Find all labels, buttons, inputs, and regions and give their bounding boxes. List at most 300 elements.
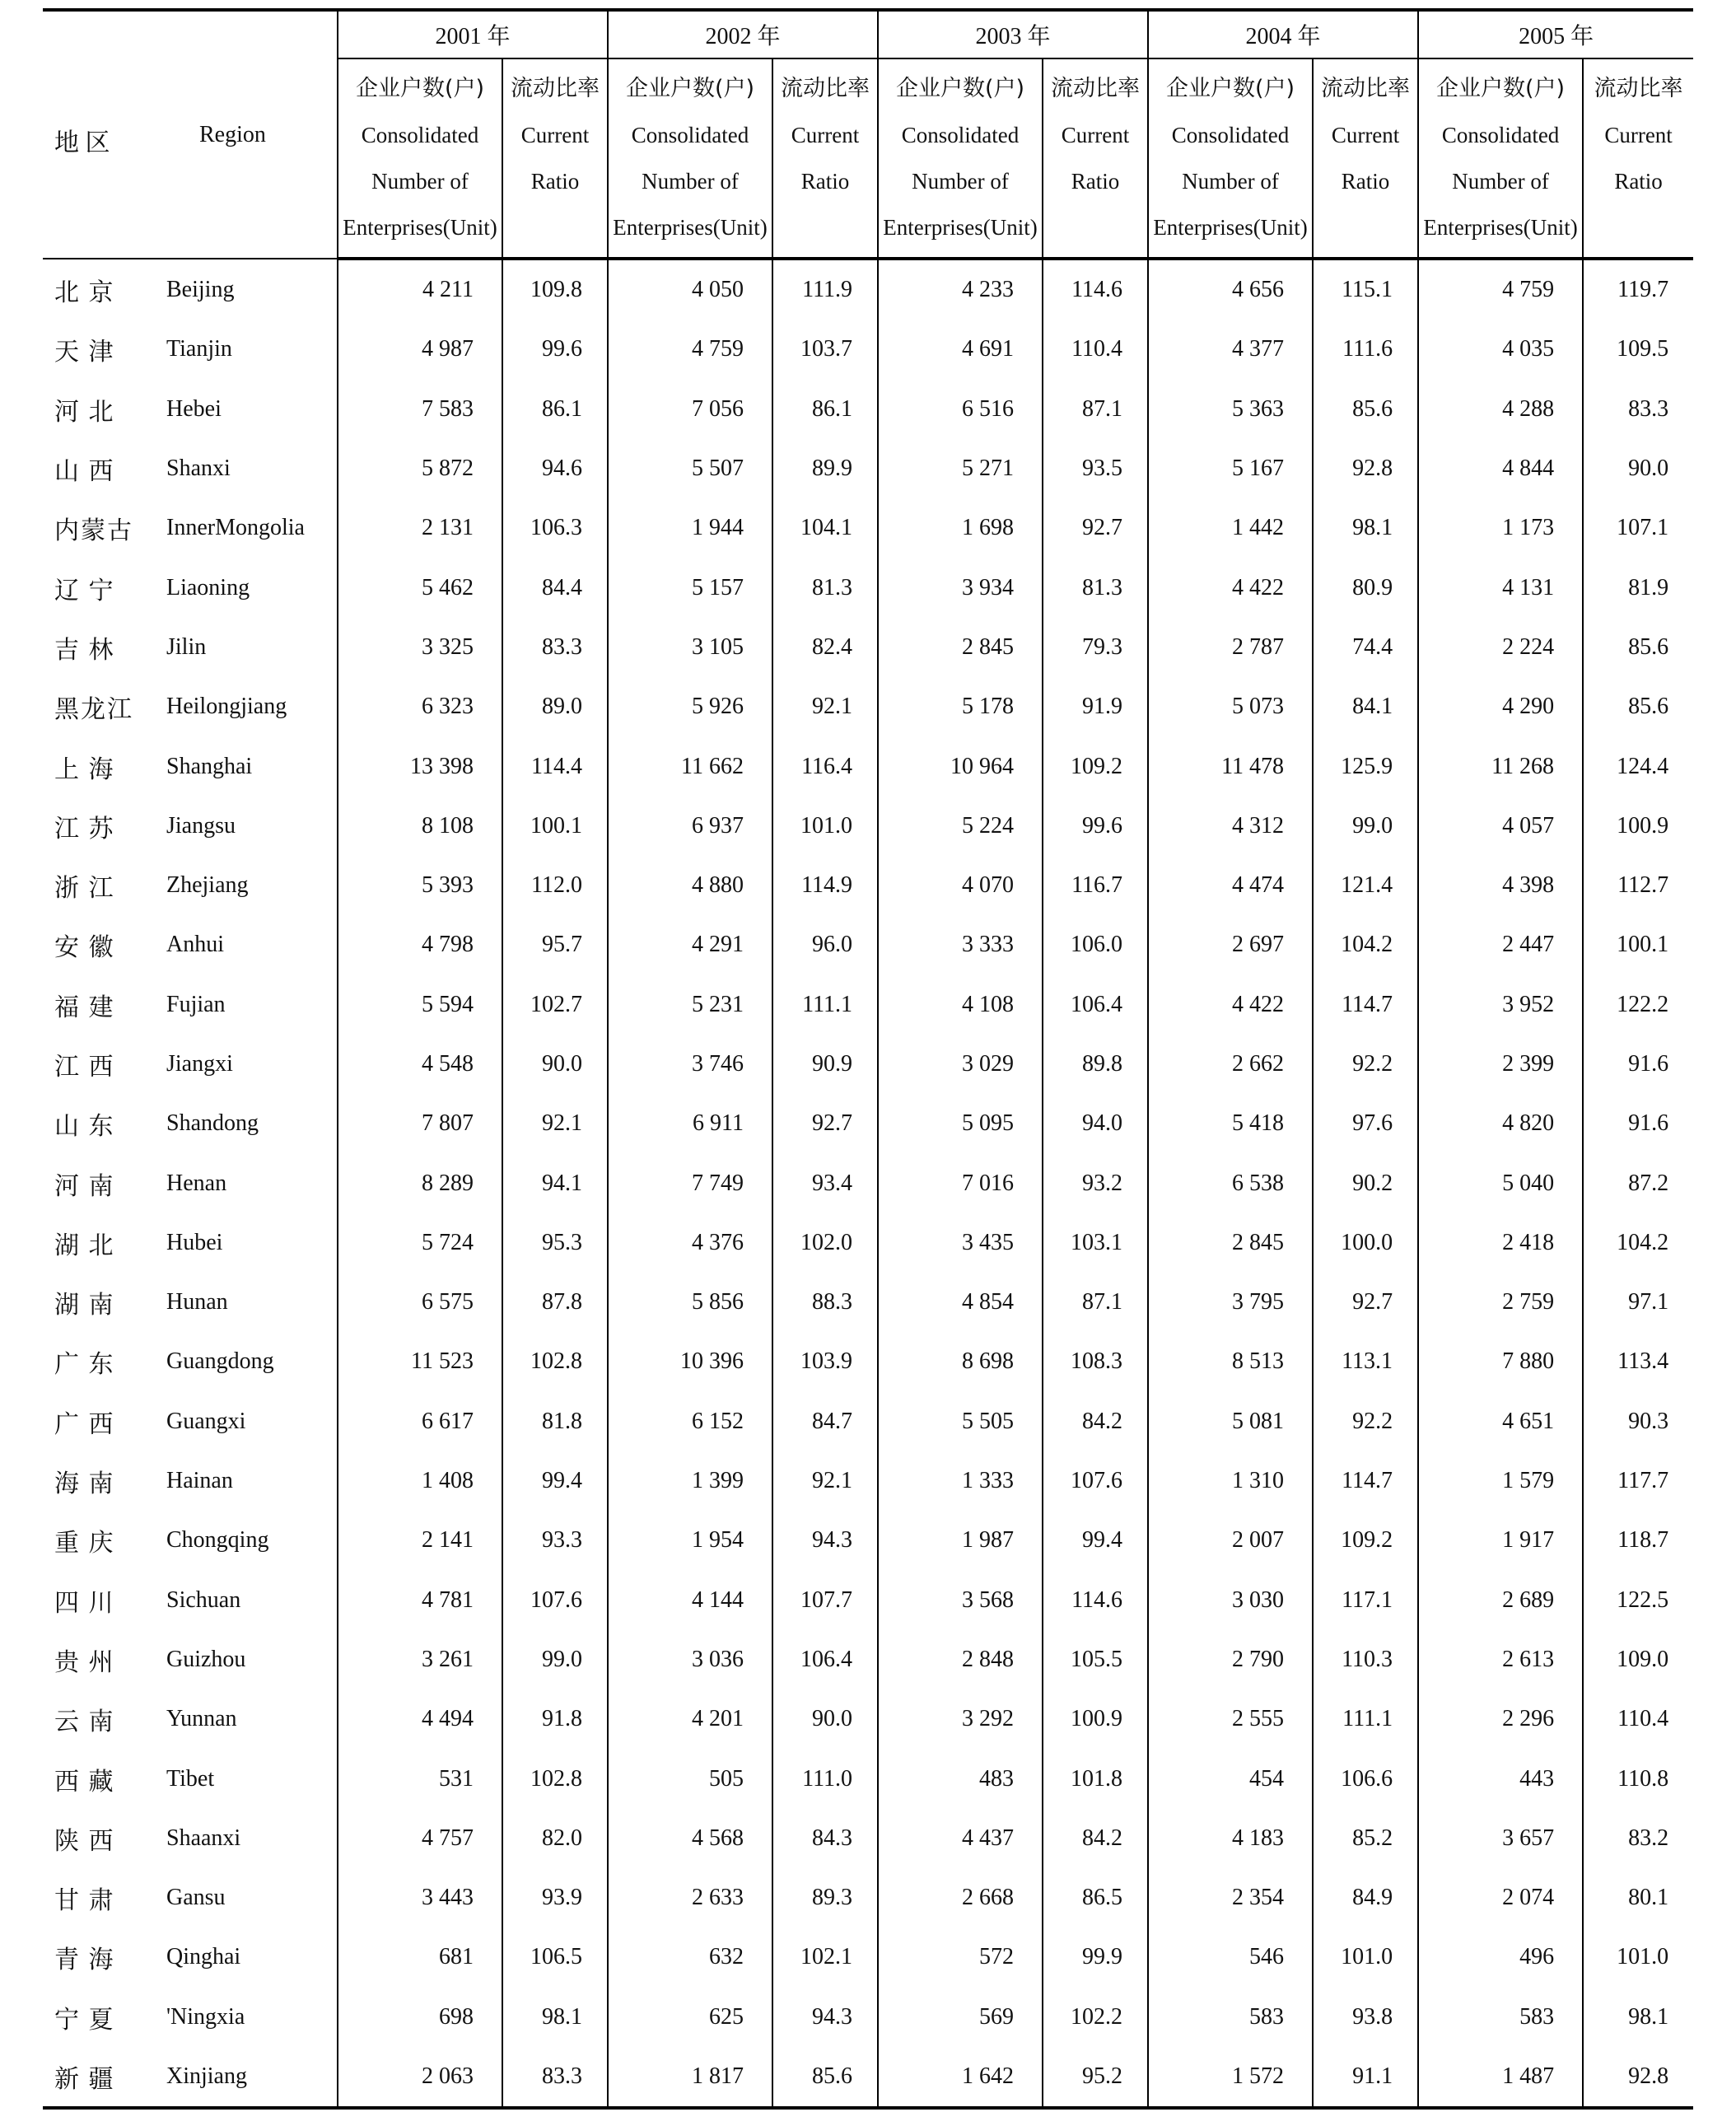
enterprise-count-cell: 4 377 bbox=[1148, 320, 1313, 379]
region-name-en: InnerMongolia bbox=[166, 515, 305, 541]
enterprise-count-cell: 6 516 bbox=[878, 380, 1043, 439]
enterprise-count-cell: 5 926 bbox=[608, 677, 772, 736]
region-name-en: Tibet bbox=[166, 1765, 215, 1792]
current-ratio-cell: 111.1 bbox=[772, 975, 878, 1035]
current-ratio-cell: 84.2 bbox=[1043, 1392, 1148, 1451]
enterprise-count-cell: 531 bbox=[338, 1749, 502, 1808]
current-ratio-cell: 112.0 bbox=[502, 856, 608, 915]
table-row bbox=[43, 259, 1693, 320]
table-row bbox=[43, 1332, 1693, 1391]
region-name-en: Guangxi bbox=[166, 1408, 246, 1434]
table-row bbox=[43, 320, 1693, 379]
enterprise-count-cell: 11 268 bbox=[1418, 736, 1583, 796]
enterprises-column-header bbox=[1418, 58, 1583, 259]
current-ratio-cell: 106.6 bbox=[1313, 1749, 1418, 1808]
enterprise-count-cell: 4 291 bbox=[608, 915, 772, 974]
region-name-en: Sichuan bbox=[166, 1586, 241, 1613]
enterprise-count-cell: 6 617 bbox=[338, 1392, 502, 1451]
current-ratio-cell: 91.1 bbox=[1313, 2047, 1418, 2108]
enterprise-count-cell: 1 399 bbox=[608, 1451, 772, 1511]
region-name-en: Beijing bbox=[166, 276, 235, 302]
region-name-cn: 河 北 bbox=[54, 398, 115, 426]
current-ratio-cell: 101.8 bbox=[1043, 1749, 1148, 1808]
current-ratio-column-header bbox=[1313, 58, 1418, 259]
current-ratio-cell: 93.5 bbox=[1043, 439, 1148, 498]
region-name-cn: 江 苏 bbox=[54, 815, 115, 843]
enterprise-count-cell: 5 081 bbox=[1148, 1392, 1313, 1451]
current-ratio-column-header bbox=[502, 58, 608, 259]
current-ratio-cell: 121.4 bbox=[1313, 856, 1418, 915]
enterprise-count-cell: 8 108 bbox=[338, 797, 502, 856]
current-ratio-cell: 90.0 bbox=[1583, 439, 1693, 498]
table-row bbox=[43, 2047, 1693, 2108]
current-ratio-cell: 98.1 bbox=[1583, 1988, 1693, 2047]
current-ratio-cell: 87.8 bbox=[502, 1273, 608, 1332]
current-ratio-cell: 90.9 bbox=[772, 1035, 878, 1094]
region-cell bbox=[43, 1689, 338, 1749]
enterprise-count-cell: 3 952 bbox=[1418, 975, 1583, 1035]
year-header: 2005 年 bbox=[1418, 10, 1693, 58]
ratio-header-en2: Ratio bbox=[1614, 169, 1663, 194]
current-ratio-cell: 94.1 bbox=[502, 1153, 608, 1213]
enterprises-header-cn: 企业户数(户) bbox=[1436, 76, 1566, 101]
current-ratio-cell: 106.4 bbox=[772, 1630, 878, 1689]
table-row bbox=[43, 1153, 1693, 1213]
current-ratio-cell: 99.9 bbox=[1043, 1927, 1148, 1987]
enterprise-count-cell: 4 288 bbox=[1418, 380, 1583, 439]
enterprise-count-cell: 5 271 bbox=[878, 439, 1043, 498]
enterprises-header-cn: 企业户数(户) bbox=[355, 76, 485, 101]
current-ratio-cell: 87.1 bbox=[1043, 380, 1148, 439]
enterprise-count-cell: 1 572 bbox=[1148, 2047, 1313, 2108]
table-row bbox=[43, 1927, 1693, 1987]
table-row bbox=[43, 618, 1693, 677]
enterprise-count-cell: 4 398 bbox=[1418, 856, 1583, 915]
region-cell bbox=[43, 618, 338, 677]
current-ratio-cell: 100.9 bbox=[1043, 1689, 1148, 1749]
enterprise-count-cell: 4 880 bbox=[608, 856, 772, 915]
current-ratio-cell: 101.0 bbox=[772, 797, 878, 856]
enterprise-count-cell: 2 787 bbox=[1148, 618, 1313, 677]
region-name-cn: 福 建 bbox=[54, 993, 115, 1021]
enterprise-count-cell: 3 934 bbox=[878, 558, 1043, 617]
region-cell bbox=[43, 380, 338, 439]
enterprise-count-cell: 5 095 bbox=[878, 1094, 1043, 1153]
region-name-cn: 山 西 bbox=[54, 458, 115, 486]
region-name-en: Liaoning bbox=[166, 574, 250, 600]
enterprise-count-cell: 4 844 bbox=[1418, 439, 1583, 498]
region-cell bbox=[43, 1630, 338, 1689]
enterprise-count-cell: 3 746 bbox=[608, 1035, 772, 1094]
current-ratio-cell: 117.1 bbox=[1313, 1571, 1418, 1630]
enterprises-column-header bbox=[338, 58, 502, 259]
enterprise-count-cell: 583 bbox=[1148, 1988, 1313, 2047]
region-name-en: Chongqing bbox=[166, 1527, 269, 1554]
current-ratio-cell: 93.4 bbox=[772, 1153, 878, 1213]
region-name-cn: 浙 江 bbox=[54, 875, 115, 903]
enterprise-count-cell: 4 651 bbox=[1418, 1392, 1583, 1451]
current-ratio-cell: 106.0 bbox=[1043, 915, 1148, 974]
region-name-en: Qinghai bbox=[166, 1944, 241, 1970]
current-ratio-cell: 113.4 bbox=[1583, 1332, 1693, 1391]
current-ratio-cell: 110.3 bbox=[1313, 1630, 1418, 1689]
ratio-header-cn: 流动比率 bbox=[1594, 76, 1683, 101]
current-ratio-cell: 107.6 bbox=[1043, 1451, 1148, 1511]
enterprise-count-cell: 632 bbox=[608, 1927, 772, 1987]
region-column-header bbox=[43, 10, 338, 259]
ratio-header-en1: Current bbox=[520, 123, 590, 147]
region-cell bbox=[43, 1571, 338, 1630]
enterprise-count-cell: 3 795 bbox=[1148, 1273, 1313, 1332]
current-ratio-cell: 93.3 bbox=[502, 1511, 608, 1570]
current-ratio-cell: 100.9 bbox=[1583, 797, 1693, 856]
region-name-en: Shanxi bbox=[166, 456, 231, 482]
current-ratio-cell: 84.9 bbox=[1313, 1868, 1418, 1927]
region-cell bbox=[43, 439, 338, 498]
region-name-en: Hainan bbox=[166, 1468, 233, 1494]
table-row bbox=[43, 558, 1693, 617]
enterprises-header-en2: Number of bbox=[1182, 169, 1279, 194]
region-name-cn: 河 南 bbox=[54, 1172, 115, 1200]
current-ratio-cell: 79.3 bbox=[1043, 618, 1148, 677]
ratio-header-en2: Ratio bbox=[530, 169, 580, 194]
current-ratio-cell: 100.0 bbox=[1313, 1213, 1418, 1273]
enterprise-count-cell: 2 224 bbox=[1418, 618, 1583, 677]
region-name-cn: 四 川 bbox=[54, 1589, 115, 1617]
enterprise-count-cell: 5 178 bbox=[878, 677, 1043, 736]
region-name-cn: 海 南 bbox=[54, 1470, 115, 1498]
region-name-cn: 西 藏 bbox=[54, 1768, 115, 1796]
region-cell bbox=[43, 736, 338, 796]
region-cell bbox=[43, 259, 338, 320]
current-ratio-cell: 89.3 bbox=[772, 1868, 878, 1927]
current-ratio-cell: 114.6 bbox=[1043, 259, 1148, 320]
enterprise-count-cell: 2 845 bbox=[878, 618, 1043, 677]
current-ratio-cell: 101.0 bbox=[1583, 1927, 1693, 1987]
region-name-en: Hebei bbox=[166, 395, 222, 422]
ratio-header-cn: 流动比率 bbox=[1051, 76, 1141, 101]
current-ratio-cell: 99.0 bbox=[1313, 797, 1418, 856]
current-ratio-cell: 85.6 bbox=[1583, 618, 1693, 677]
region-name-en: Jiangxi bbox=[166, 1051, 233, 1077]
region-name-en: Jiangsu bbox=[166, 812, 236, 839]
enterprise-count-cell: 2 007 bbox=[1148, 1511, 1313, 1570]
current-ratio-cell: 109.8 bbox=[502, 259, 608, 320]
current-ratio-cell: 81.3 bbox=[1043, 558, 1148, 617]
region-cell bbox=[43, 2047, 338, 2108]
enterprise-count-cell: 1 487 bbox=[1418, 2047, 1583, 2108]
region-name-en: Guizhou bbox=[166, 1646, 246, 1672]
region-cell bbox=[43, 1749, 338, 1808]
current-ratio-cell: 99.6 bbox=[1043, 797, 1148, 856]
enterprise-count-cell: 4 691 bbox=[878, 320, 1043, 379]
year-header-row bbox=[43, 10, 1693, 58]
enterprise-count-cell: 1 987 bbox=[878, 1511, 1043, 1570]
enterprise-count-cell: 1 333 bbox=[878, 1451, 1043, 1511]
current-ratio-cell: 91.6 bbox=[1583, 1035, 1693, 1094]
enterprise-count-cell: 4 987 bbox=[338, 320, 502, 379]
table-row bbox=[43, 439, 1693, 498]
enterprise-count-cell: 4 820 bbox=[1418, 1094, 1583, 1153]
enterprise-count-cell: 2 790 bbox=[1148, 1630, 1313, 1689]
enterprise-count-cell: 11 662 bbox=[608, 736, 772, 796]
current-ratio-cell: 125.9 bbox=[1313, 736, 1418, 796]
current-ratio-cell: 92.1 bbox=[502, 1094, 608, 1153]
enterprise-count-cell: 4 798 bbox=[338, 915, 502, 974]
current-ratio-cell: 104.2 bbox=[1583, 1213, 1693, 1273]
enterprise-count-cell: 3 261 bbox=[338, 1630, 502, 1689]
current-ratio-cell: 87.1 bbox=[1043, 1273, 1148, 1332]
current-ratio-column-header bbox=[772, 58, 878, 259]
enterprise-count-cell: 4 233 bbox=[878, 259, 1043, 320]
enterprise-count-cell: 3 657 bbox=[1418, 1809, 1583, 1868]
current-ratio-cell: 111.1 bbox=[1313, 1689, 1418, 1749]
enterprise-count-cell: 1 698 bbox=[878, 498, 1043, 558]
region-name-cn: 黑龙江 bbox=[54, 696, 133, 724]
enterprise-count-cell: 5 418 bbox=[1148, 1094, 1313, 1153]
enterprise-count-cell: 6 937 bbox=[608, 797, 772, 856]
enterprise-count-cell: 4 211 bbox=[338, 259, 502, 320]
current-ratio-cell: 83.3 bbox=[502, 2047, 608, 2108]
enterprises-header-en3: Enterprises(Unit) bbox=[1423, 215, 1578, 240]
current-ratio-cell: 113.1 bbox=[1313, 1332, 1418, 1391]
current-ratio-cell: 98.1 bbox=[502, 1988, 608, 2047]
current-ratio-cell: 99.6 bbox=[502, 320, 608, 379]
table-body bbox=[43, 259, 1693, 2108]
enterprise-count-cell: 496 bbox=[1418, 1927, 1583, 1987]
enterprise-count-cell: 5 872 bbox=[338, 439, 502, 498]
current-ratio-cell: 114.7 bbox=[1313, 1451, 1418, 1511]
enterprises-header-en3: Enterprises(Unit) bbox=[343, 215, 497, 240]
current-ratio-cell: 109.2 bbox=[1043, 736, 1148, 796]
enterprise-count-cell: 2 668 bbox=[878, 1868, 1043, 1927]
enterprise-count-cell: 3 029 bbox=[878, 1035, 1043, 1094]
current-ratio-cell: 93.8 bbox=[1313, 1988, 1418, 2047]
enterprise-count-cell: 6 323 bbox=[338, 677, 502, 736]
current-ratio-cell: 92.8 bbox=[1313, 439, 1418, 498]
region-cell bbox=[43, 1988, 338, 2047]
enterprise-count-cell: 2 555 bbox=[1148, 1689, 1313, 1749]
region-name-cn: 天 津 bbox=[54, 339, 115, 367]
enterprise-count-cell: 2 845 bbox=[1148, 1213, 1313, 1273]
region-cell bbox=[43, 1511, 338, 1570]
enterprise-count-cell: 7 056 bbox=[608, 380, 772, 439]
current-ratio-column-header bbox=[1583, 58, 1693, 259]
enterprise-count-cell: 4 854 bbox=[878, 1273, 1043, 1332]
current-ratio-cell: 102.8 bbox=[502, 1749, 608, 1808]
region-name-cn: 广 西 bbox=[54, 1410, 115, 1438]
enterprise-count-cell: 5 224 bbox=[878, 797, 1043, 856]
table-row bbox=[43, 498, 1693, 558]
enterprise-count-cell: 5 073 bbox=[1148, 677, 1313, 736]
enterprise-count-cell: 4 494 bbox=[338, 1689, 502, 1749]
current-ratio-cell: 84.3 bbox=[772, 1809, 878, 1868]
enterprise-count-cell: 483 bbox=[878, 1749, 1043, 1808]
enterprise-count-cell: 4 035 bbox=[1418, 320, 1583, 379]
region-name-en: Shanghai bbox=[166, 753, 253, 779]
ratio-header-en1: Current bbox=[1331, 123, 1400, 147]
current-ratio-cell: 94.0 bbox=[1043, 1094, 1148, 1153]
enterprise-count-cell: 2 689 bbox=[1418, 1571, 1583, 1630]
region-name-cn: 北 京 bbox=[54, 278, 115, 306]
enterprise-count-cell: 4 474 bbox=[1148, 856, 1313, 915]
enterprise-count-cell: 8 513 bbox=[1148, 1332, 1313, 1391]
current-ratio-cell: 116.7 bbox=[1043, 856, 1148, 915]
enterprise-count-cell: 4 070 bbox=[878, 856, 1043, 915]
enterprise-count-cell: 1 642 bbox=[878, 2047, 1043, 2108]
current-ratio-cell: 103.7 bbox=[772, 320, 878, 379]
ratio-header-cn: 流动比率 bbox=[1321, 76, 1411, 101]
current-ratio-cell: 103.1 bbox=[1043, 1213, 1148, 1273]
ratio-header-cn: 流动比率 bbox=[781, 76, 870, 101]
region-name-en: Heilongjiang bbox=[166, 694, 287, 720]
current-ratio-cell: 97.6 bbox=[1313, 1094, 1418, 1153]
enterprise-count-cell: 4 290 bbox=[1418, 677, 1583, 736]
current-ratio-cell: 74.4 bbox=[1313, 618, 1418, 677]
table-row bbox=[43, 1392, 1693, 1451]
current-ratio-cell: 102.0 bbox=[772, 1213, 878, 1273]
enterprise-count-cell: 3 292 bbox=[878, 1689, 1043, 1749]
region-name-cn: 辽 宁 bbox=[54, 577, 115, 605]
enterprise-count-cell: 5 856 bbox=[608, 1273, 772, 1332]
current-ratio-cell: 119.7 bbox=[1583, 259, 1693, 320]
current-ratio-cell: 89.9 bbox=[772, 439, 878, 498]
current-ratio-cell: 92.2 bbox=[1313, 1392, 1418, 1451]
region-cell bbox=[43, 498, 338, 558]
current-ratio-cell: 83.2 bbox=[1583, 1809, 1693, 1868]
current-ratio-cell: 90.2 bbox=[1313, 1153, 1418, 1213]
region-cell bbox=[43, 1809, 338, 1868]
table-row bbox=[43, 1868, 1693, 1927]
current-ratio-cell: 82.4 bbox=[772, 618, 878, 677]
enterprise-count-cell: 4 568 bbox=[608, 1809, 772, 1868]
current-ratio-cell: 110.4 bbox=[1583, 1689, 1693, 1749]
enterprise-count-cell: 4 183 bbox=[1148, 1809, 1313, 1868]
current-ratio-cell: 90.0 bbox=[502, 1035, 608, 1094]
enterprise-count-cell: 5 462 bbox=[338, 558, 502, 617]
current-ratio-cell: 107.6 bbox=[502, 1571, 608, 1630]
current-ratio-cell: 86.5 bbox=[1043, 1868, 1148, 1927]
current-ratio-cell: 86.1 bbox=[772, 380, 878, 439]
current-ratio-column-header bbox=[1043, 58, 1148, 259]
current-ratio-cell: 98.1 bbox=[1313, 498, 1418, 558]
enterprises-header-en3: Enterprises(Unit) bbox=[883, 215, 1038, 240]
enterprises-header-en1: Consolidated bbox=[631, 123, 749, 147]
current-ratio-cell: 91.6 bbox=[1583, 1094, 1693, 1153]
enterprise-count-cell: 5 724 bbox=[338, 1213, 502, 1273]
current-ratio-cell: 89.8 bbox=[1043, 1035, 1148, 1094]
current-ratio-cell: 118.7 bbox=[1583, 1511, 1693, 1570]
enterprise-count-cell: 7 583 bbox=[338, 380, 502, 439]
enterprise-count-cell: 5 594 bbox=[338, 975, 502, 1035]
region-header-cn: 地 区 bbox=[54, 128, 110, 157]
current-ratio-cell: 99.4 bbox=[502, 1451, 608, 1511]
enterprise-count-cell: 4 437 bbox=[878, 1809, 1043, 1868]
enterprise-count-cell: 7 749 bbox=[608, 1153, 772, 1213]
current-ratio-cell: 116.4 bbox=[772, 736, 878, 796]
region-name-cn: 贵 州 bbox=[54, 1648, 115, 1676]
region-name-en: Fujian bbox=[166, 991, 226, 1017]
current-ratio-cell: 95.2 bbox=[1043, 2047, 1148, 2108]
enterprises-column-header bbox=[608, 58, 772, 259]
region-cell bbox=[43, 1153, 338, 1213]
table-row bbox=[43, 380, 1693, 439]
current-ratio-cell: 117.7 bbox=[1583, 1451, 1693, 1511]
enterprise-count-cell: 4 422 bbox=[1148, 975, 1313, 1035]
enterprise-count-cell: 2 848 bbox=[878, 1630, 1043, 1689]
region-cell bbox=[43, 1451, 338, 1511]
region-cell bbox=[43, 677, 338, 736]
current-ratio-cell: 83.3 bbox=[1583, 380, 1693, 439]
table-row bbox=[43, 1988, 1693, 2047]
current-ratio-cell: 105.5 bbox=[1043, 1630, 1148, 1689]
enterprise-count-cell: 5 231 bbox=[608, 975, 772, 1035]
enterprise-count-cell: 3 443 bbox=[338, 1868, 502, 1927]
current-ratio-cell: 83.3 bbox=[502, 618, 608, 677]
enterprise-count-cell: 3 435 bbox=[878, 1213, 1043, 1273]
current-ratio-cell: 102.7 bbox=[502, 975, 608, 1035]
enterprise-count-cell: 3 105 bbox=[608, 618, 772, 677]
enterprise-count-cell: 8 289 bbox=[338, 1153, 502, 1213]
region-name-cn: 广 东 bbox=[54, 1351, 115, 1379]
enterprises-header-en1: Consolidated bbox=[1171, 123, 1290, 147]
current-ratio-cell: 92.1 bbox=[772, 677, 878, 736]
table-row bbox=[43, 797, 1693, 856]
enterprise-count-cell: 4 422 bbox=[1148, 558, 1313, 617]
current-ratio-cell: 107.7 bbox=[772, 1571, 878, 1630]
enterprise-count-cell: 1 954 bbox=[608, 1511, 772, 1570]
region-cell bbox=[43, 1332, 338, 1391]
enterprise-count-cell: 11 478 bbox=[1148, 736, 1313, 796]
enterprise-count-cell: 5 393 bbox=[338, 856, 502, 915]
enterprise-count-cell: 1 173 bbox=[1418, 498, 1583, 558]
enterprise-count-cell: 5 167 bbox=[1148, 439, 1313, 498]
enterprise-count-cell: 5 505 bbox=[878, 1392, 1043, 1451]
current-ratio-cell: 84.4 bbox=[502, 558, 608, 617]
enterprises-header-cn: 企业户数(户) bbox=[895, 76, 1025, 101]
current-ratio-cell: 104.1 bbox=[772, 498, 878, 558]
year-header: 2003 年 bbox=[878, 10, 1148, 58]
region-name-en: Zhejiang bbox=[166, 872, 249, 899]
current-ratio-cell: 115.1 bbox=[1313, 259, 1418, 320]
enterprise-count-cell: 546 bbox=[1148, 1927, 1313, 1987]
region-name-cn: 宁 夏 bbox=[54, 2006, 115, 2034]
enterprise-count-cell: 569 bbox=[878, 1988, 1043, 2047]
region-name-en: Shandong bbox=[166, 1110, 259, 1137]
table-row bbox=[43, 1273, 1693, 1332]
current-ratio-cell: 94.6 bbox=[502, 439, 608, 498]
current-ratio-cell: 85.2 bbox=[1313, 1809, 1418, 1868]
current-ratio-cell: 111.9 bbox=[772, 259, 878, 320]
table-row bbox=[43, 975, 1693, 1035]
current-ratio-cell: 106.5 bbox=[502, 1927, 608, 1987]
ratio-header-en2: Ratio bbox=[800, 169, 850, 194]
current-ratio-cell: 81.3 bbox=[772, 558, 878, 617]
ratio-header-en1: Current bbox=[1061, 123, 1130, 147]
current-ratio-cell: 86.1 bbox=[502, 380, 608, 439]
region-name-en: Xinjiang bbox=[166, 2063, 247, 2090]
region-cell bbox=[43, 975, 338, 1035]
current-ratio-cell: 102.2 bbox=[1043, 1988, 1148, 2047]
enterprise-count-cell: 2 063 bbox=[338, 2047, 502, 2108]
enterprises-header-en3: Enterprises(Unit) bbox=[1153, 215, 1308, 240]
enterprise-count-cell: 2 399 bbox=[1418, 1035, 1583, 1094]
current-ratio-cell: 109.0 bbox=[1583, 1630, 1693, 1689]
enterprise-count-cell: 4 312 bbox=[1148, 797, 1313, 856]
enterprise-count-cell: 6 152 bbox=[608, 1392, 772, 1451]
region-cell bbox=[43, 320, 338, 379]
current-ratio-cell: 92.8 bbox=[1583, 2047, 1693, 2108]
